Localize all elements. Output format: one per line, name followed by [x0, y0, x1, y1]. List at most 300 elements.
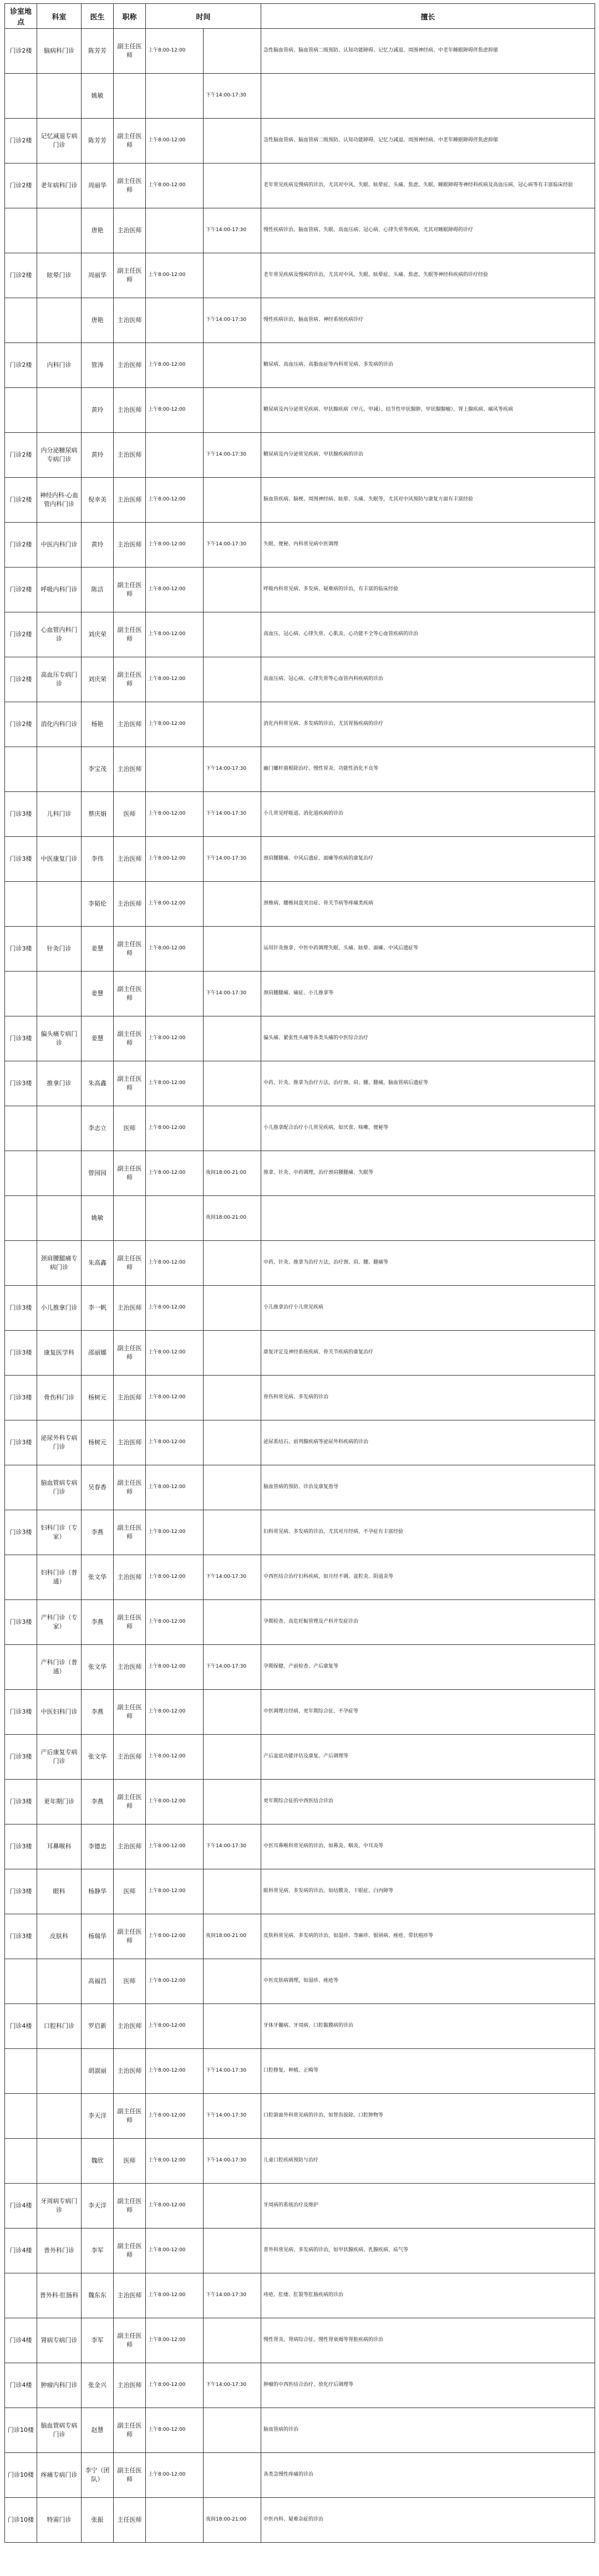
title-cell: 主治医师 — [114, 1376, 146, 1420]
table-row — [5, 2184, 595, 2229]
title-cell: 副主任医师 — [114, 568, 146, 612]
morning-time-cell: 上午8:00-12:00 — [146, 2408, 204, 2453]
morning-time-cell: 上午8:00-12:00 — [146, 2094, 204, 2139]
title-cell: 医师 — [114, 2139, 146, 2184]
title-cell: 副主任医师 — [114, 1151, 146, 1196]
title-cell: 主治医师 — [114, 2049, 146, 2094]
table-row — [5, 568, 595, 612]
morning-time-cell: 上午8:00-12:00 — [146, 1286, 204, 1331]
table-row — [5, 702, 595, 747]
department-cell: 普外科门诊 — [37, 2229, 82, 2273]
location-cell: 门诊10楼 — [5, 2453, 37, 2498]
department-cell: 牙周病专病门诊 — [37, 2184, 82, 2229]
morning-time-cell — [146, 433, 204, 478]
specialty-cell: 偏头痛、紧张性头痛等各类头痛的中医综合治疗 — [261, 1016, 595, 1061]
afternoon-time-cell — [204, 388, 261, 433]
table-row — [5, 298, 595, 343]
specialty-cell: 中药、针灸、推拿为治疗方法，治疗颈、肩、腰、腿痛，脑血管病后遗症等 — [261, 1061, 595, 1106]
afternoon-time-cell: 夜间18:00-21:00 — [204, 1196, 261, 1241]
table-row — [5, 1600, 595, 1645]
morning-time-cell: 上午8:00-12:00 — [146, 388, 204, 433]
location-cell: 门诊4楼 — [5, 2229, 37, 2273]
doctor-cell: 周丽华 — [82, 253, 114, 298]
afternoon-time-cell: 下午14:00-17:30 — [204, 74, 261, 119]
title-cell: 主治医师 — [114, 2273, 146, 2318]
location-cell — [5, 2049, 37, 2094]
doctor-cell: 朱高鑫 — [82, 1241, 114, 1286]
specialty-cell — [261, 1196, 595, 1241]
header-title: 职称 — [114, 4, 146, 29]
title-cell: 主治医师 — [114, 298, 146, 343]
afternoon-time-cell — [204, 2229, 261, 2273]
department-cell: 产后康复专病门诊 — [37, 1735, 82, 1780]
morning-time-cell — [146, 74, 204, 119]
afternoon-time-cell: 下午14:00-17:30 — [204, 298, 261, 343]
afternoon-time-cell — [204, 2004, 261, 2049]
specialty-cell: 痔疮、肛瘘、肛裂等肛肠疾病的诊治 — [261, 2273, 595, 2318]
department-cell: 产科门诊（专家） — [37, 1600, 82, 1645]
title-cell: 副主任医师 — [114, 1331, 146, 1376]
department-cell: 中医康复门诊 — [37, 837, 82, 882]
morning-time-cell: 上午8:00-12:00 — [146, 702, 204, 747]
title-cell: 副主任医师 — [114, 163, 146, 208]
morning-time-cell: 上午8:00-12:00 — [146, 1555, 204, 1600]
morning-time-cell: 上午8:00-12:00 — [146, 478, 204, 523]
specialty-cell: 糖尿病、高血压病、高脂血症等内科常见病、多发病的诊治 — [261, 343, 595, 388]
afternoon-time-cell: 下午14:00-17:30 — [204, 208, 261, 253]
header-specialty: 擅长 — [261, 4, 595, 29]
afternoon-time-cell — [204, 1510, 261, 1555]
location-cell: 门诊3楼 — [5, 1914, 37, 1959]
title-cell: 副主任医师 — [114, 1780, 146, 1824]
department-cell: 眼科 — [37, 1869, 82, 1914]
specialty-cell: 口腔颌面外科常见病的诊治，如智齿拔除、口腔肿物等 — [261, 2094, 595, 2139]
department-cell: 骨伤科门诊 — [37, 1376, 82, 1420]
specialty-cell: 孕期检查、高危妊娠管理及产科并发症诊治 — [261, 1600, 595, 1645]
afternoon-time-cell — [204, 1690, 261, 1735]
title-cell: 副主任医师 — [114, 29, 146, 74]
morning-time-cell: 上午8:00-12:00 — [146, 1510, 204, 1555]
table-row — [5, 792, 595, 837]
doctor-cell: 李军 — [82, 2318, 114, 2363]
specialty-cell: 产后盆底功能评估及康复、产后调理等 — [261, 1735, 595, 1780]
specialty-cell: 颈肩腰腿痛、痛症、小儿推拿等 — [261, 972, 595, 1016]
morning-time-cell — [146, 1196, 204, 1241]
table-row — [5, 747, 595, 792]
doctor-cell: 张振 — [82, 2498, 114, 2543]
specialty-cell: 慢性肾炎、肾病综合征、慢性肾衰竭等肾脏疾病的诊治 — [261, 2318, 595, 2363]
afternoon-time-cell — [204, 29, 261, 74]
afternoon-time-cell: 夜间18:00-21:00 — [204, 1914, 261, 1959]
doctor-cell: 姜慧 — [82, 972, 114, 1016]
doctor-cell: 杨树元 — [82, 1420, 114, 1465]
doctor-cell: 吴春香 — [82, 1465, 114, 1510]
specialty-cell: 小儿常见呼吸道、消化道疾病的诊治 — [261, 792, 595, 837]
table-row — [5, 433, 595, 478]
location-cell: 门诊2楼 — [5, 702, 37, 747]
specialty-cell: 慢性疾病诊治，脑血管病、失眠、高血压病、冠心病、心律失常等疾病，尤其对睡眠障碍的诊疗 — [261, 208, 595, 253]
specialty-cell: 牙周病的系统治疗及维护 — [261, 2184, 595, 2229]
table-row — [5, 1914, 595, 1959]
title-cell: 副主任医师 — [114, 1510, 146, 1555]
title-cell: 主治医师 — [114, 478, 146, 523]
morning-time-cell: 上午8:00-12:00 — [146, 882, 204, 927]
specialty-cell: 儿童口腔疾病预防与治疗 — [261, 2139, 595, 2184]
morning-time-cell: 上午8:00-12:00 — [146, 1241, 204, 1286]
afternoon-time-cell — [204, 1061, 261, 1106]
table-row — [5, 972, 595, 1016]
table-row — [5, 927, 595, 972]
specialty-cell: 幽门螺杆菌根除治疗、慢性胃炎、功能性消化不良等 — [261, 747, 595, 792]
location-cell — [5, 1555, 37, 1600]
location-cell — [5, 1151, 37, 1196]
department-cell: 耳鼻喉科 — [37, 1824, 82, 1869]
doctor-cell: 管涛 — [82, 343, 114, 388]
table-row — [5, 1645, 595, 1690]
doctor-cell: 刘庆荣 — [82, 612, 114, 657]
title-cell: 医师 — [114, 1869, 146, 1914]
title-cell: 主任医师 — [114, 2498, 146, 2543]
title-cell: 副主任医师 — [114, 2408, 146, 2453]
table-row — [5, 2408, 595, 2453]
morning-time-cell: 上午8:00-12:00 — [146, 568, 204, 612]
morning-time-cell: 上午8:00-12:00 — [146, 2184, 204, 2229]
specialty-cell: 小儿推拿治疗小儿常见疾病 — [261, 1286, 595, 1331]
morning-time-cell: 上午8:00-12:00 — [146, 1016, 204, 1061]
morning-time-cell: 上午8:00-12:00 — [146, 1465, 204, 1510]
specialty-cell: 中医调理月经病、更年期综合征、不孕症等 — [261, 1690, 595, 1735]
afternoon-time-cell: 下午14:00-17:30 — [204, 2139, 261, 2184]
title-cell: 医师 — [114, 792, 146, 837]
doctor-cell: 邵丽娜 — [82, 1331, 114, 1376]
title-cell: 副主任医师 — [114, 1465, 146, 1510]
location-cell — [5, 298, 37, 343]
location-cell: 门诊3楼 — [5, 792, 37, 837]
table-row — [5, 1780, 595, 1824]
clinic-schedule-table — [4, 3, 595, 2543]
department-cell: 特需门诊 — [37, 2498, 82, 2543]
specialty-cell: 推拿、针灸、中药调理，治疗颈肩腰腿痛、失眠等 — [261, 1151, 595, 1196]
table-row — [5, 2049, 595, 2094]
doctor-cell: 陈洁 — [82, 568, 114, 612]
department-cell — [37, 2139, 82, 2184]
department-cell: 消化内科门诊 — [37, 702, 82, 747]
afternoon-time-cell — [204, 2453, 261, 2498]
doctor-cell: 李伟 — [82, 837, 114, 882]
title-cell: 医师 — [114, 1959, 146, 2004]
department-cell: 高血压专病门诊 — [37, 657, 82, 702]
table-row — [5, 2229, 595, 2273]
table-row — [5, 1555, 595, 1600]
table-row — [5, 388, 595, 433]
morning-time-cell: 上午8:00-12:00 — [146, 523, 204, 568]
department-cell: 肾病专病门诊 — [37, 2318, 82, 2363]
table-row — [5, 1016, 595, 1061]
table-row — [5, 74, 595, 119]
afternoon-time-cell — [204, 163, 261, 208]
specialty-cell: 脑血管疾病、脑梗、周围神经病、眩晕、头痛、失眠等，尤其对中风预防与康复方面有丰富经验 — [261, 478, 595, 523]
table-row — [5, 208, 595, 253]
morning-time-cell: 上午8:00-12:00 — [146, 2139, 204, 2184]
doctor-cell: 张金兴 — [82, 2363, 114, 2408]
department-cell: 内科门诊 — [37, 343, 82, 388]
doctor-cell: 曾园园 — [82, 1151, 114, 1196]
afternoon-time-cell — [204, 612, 261, 657]
department-cell: 普外科·肛肠科 — [37, 2273, 82, 2318]
specialty-cell: 骨伤科常见病、多发病的诊治 — [261, 1376, 595, 1420]
doctor-cell: 倪幸美 — [82, 478, 114, 523]
table-row — [5, 253, 595, 298]
afternoon-time-cell — [204, 1869, 261, 1914]
title-cell — [114, 1196, 146, 1241]
morning-time-cell: 上午8:00-12:00 — [146, 1645, 204, 1690]
doctor-cell: 杨静华 — [82, 1869, 114, 1914]
specialty-cell: 中医皮肤病调理，如湿疹、痤疮等 — [261, 1959, 595, 2004]
table-row — [5, 1106, 595, 1151]
table-row — [5, 343, 595, 388]
header-time: 时间 — [146, 4, 261, 29]
table-row — [5, 1331, 595, 1376]
specialty-cell: 运用针灸推拿、中医中药调理失眠、头痛、眩晕、面瘫、中风后遗症等 — [261, 927, 595, 972]
morning-time-cell — [146, 2498, 204, 2543]
afternoon-time-cell: 下午14:00-17:30 — [204, 837, 261, 882]
location-cell: 门诊2楼 — [5, 657, 37, 702]
morning-time-cell: 上午8:00-12:00 — [146, 1420, 204, 1465]
department-cell: 内分泌糖尿病专病门诊 — [37, 433, 82, 478]
table-row — [5, 119, 595, 163]
title-cell: 主治医师 — [114, 882, 146, 927]
table-row — [5, 2094, 595, 2139]
table-row — [5, 478, 595, 523]
afternoon-time-cell: 下午14:00-17:30 — [204, 792, 261, 837]
location-cell — [5, 74, 37, 119]
specialty-cell: 皮肤科常见病、多发病的诊治，如湿疹、荨麻疹、银屑病、痤疮、带状疱疹等 — [261, 1914, 595, 1959]
morning-time-cell: 上午8:00-12:00 — [146, 1914, 204, 1959]
department-cell: 呼吸内科门诊 — [37, 568, 82, 612]
title-cell: 副主任医师 — [114, 2318, 146, 2363]
header-location: 诊室地点 — [5, 4, 37, 29]
table-row — [5, 882, 595, 927]
specialty-cell: 妇科常见病、多发病的诊治，尤其对月经病、不孕症有丰富经验 — [261, 1510, 595, 1555]
morning-time-cell: 上午8:00-12:00 — [146, 837, 204, 882]
specialty-cell: 老年常见疾病及慢病的诊治，尤其对中风、失眠、眩晕症、头痛、焦虑、失眠、睡眠障碍等神经科疾病及高血压病、冠心病等有丰富临床经验 — [261, 163, 595, 208]
schedule-rows — [5, 29, 595, 2543]
table-row — [5, 1196, 595, 1241]
department-cell — [37, 2049, 82, 2094]
department-cell — [37, 208, 82, 253]
specialty-cell: 颈椎病、腰椎间盘突出症、骨关节病等疼痛类疾病 — [261, 882, 595, 927]
department-cell — [37, 1959, 82, 2004]
table-row — [5, 523, 595, 568]
location-cell: 门诊2楼 — [5, 523, 37, 568]
afternoon-time-cell — [204, 1600, 261, 1645]
doctor-cell: 杨艳 — [82, 702, 114, 747]
morning-time-cell — [146, 298, 204, 343]
morning-time-cell: 上午8:00-12:00 — [146, 119, 204, 163]
doctor-cell: 李德忠 — [82, 1824, 114, 1869]
location-cell — [5, 1645, 37, 1690]
department-cell — [37, 972, 82, 1016]
location-cell — [5, 2273, 37, 2318]
specialty-cell: 康复评定及神经系统疾病、骨关节疾病的康复治疗 — [261, 1331, 595, 1376]
department-cell — [37, 1151, 82, 1196]
department-cell: 颈肩腰腿痛专病门诊 — [37, 1241, 82, 1286]
department-cell: 推拿门诊 — [37, 1061, 82, 1106]
doctor-cell: 李天洋 — [82, 2094, 114, 2139]
location-cell: 门诊3楼 — [5, 1600, 37, 1645]
table-row — [5, 1824, 595, 1869]
morning-time-cell: 上午8:00-12:00 — [146, 2004, 204, 2049]
doctor-cell: 李志立 — [82, 1106, 114, 1151]
doctor-cell: 魏欣 — [82, 2139, 114, 2184]
location-cell: 门诊10楼 — [5, 2408, 37, 2453]
title-cell: 副主任医师 — [114, 1241, 146, 1286]
morning-time-cell: 上午8:00-12:00 — [146, 343, 204, 388]
morning-time-cell: 上午8:00-12:00 — [146, 2273, 204, 2318]
table-row — [5, 1510, 595, 1555]
doctor-cell: 蔡庆娟 — [82, 792, 114, 837]
location-cell: 门诊3楼 — [5, 1061, 37, 1106]
morning-time-cell: 上午8:00-12:00 — [146, 927, 204, 972]
department-cell — [37, 2094, 82, 2139]
afternoon-time-cell: 夜间18:00-21:00 — [204, 1151, 261, 1196]
table-row — [5, 2318, 595, 2363]
department-cell — [37, 298, 82, 343]
department-cell: 偏头痛专病门诊 — [37, 1016, 82, 1061]
specialty-cell: 中医内科、疑难杂症的诊治 — [261, 2498, 595, 2543]
department-cell: 眩晕门诊 — [37, 253, 82, 298]
location-cell — [5, 1196, 37, 1241]
department-cell: 老年病科门诊 — [37, 163, 82, 208]
doctor-cell: 李宝茂 — [82, 747, 114, 792]
specialty-cell: 脑血管病的诊治 — [261, 2408, 595, 2453]
title-cell: 主治医师 — [114, 523, 146, 568]
morning-time-cell: 上午8:00-12:00 — [146, 1959, 204, 2004]
afternoon-time-cell — [204, 1959, 261, 2004]
location-cell: 门诊3楼 — [5, 1420, 37, 1465]
department-cell: 妇科门诊（普通） — [37, 1555, 82, 1600]
doctor-cell: 张文华 — [82, 1735, 114, 1780]
afternoon-time-cell — [204, 568, 261, 612]
doctor-cell: 姚敏 — [82, 74, 114, 119]
doctor-cell: 张文华 — [82, 1645, 114, 1690]
location-cell: 门诊3楼 — [5, 1735, 37, 1780]
doctor-cell: 李一帆 — [82, 1286, 114, 1331]
afternoon-time-cell: 下午14:00-17:30 — [204, 1824, 261, 1869]
morning-time-cell: 上午8:00-12:00 — [146, 1061, 204, 1106]
department-cell: 脑血管病专病门诊 — [37, 2408, 82, 2453]
department-cell: 中医内科门诊 — [37, 523, 82, 568]
location-cell: 门诊2楼 — [5, 343, 37, 388]
doctor-cell: 陈芳芳 — [82, 29, 114, 74]
table-row — [5, 2004, 595, 2049]
table-row — [5, 2363, 595, 2408]
morning-time-cell: 上午8:00-12:00 — [146, 1824, 204, 1869]
department-cell: 口腔科门诊 — [37, 2004, 82, 2049]
title-cell: 主治医师 — [114, 747, 146, 792]
table-row — [5, 29, 595, 74]
specialty-cell: 高血压、冠心病、心律失常、心肌炎、心功能不全等心血管疾病的诊治 — [261, 612, 595, 657]
afternoon-time-cell — [204, 119, 261, 163]
department-cell: 更年期门诊 — [37, 1780, 82, 1824]
title-cell: 主治医师 — [114, 1420, 146, 1465]
specialty-cell: 普外科常见病、多发病的诊治，如甲状腺疾病、乳腺疾病、疝气等 — [261, 2229, 595, 2273]
afternoon-time-cell — [204, 1465, 261, 1510]
table-row — [5, 1465, 595, 1510]
doctor-cell: 李军 — [82, 2229, 114, 2273]
morning-time-cell: 上午8:00-12:00 — [146, 2049, 204, 2094]
location-cell: 门诊3楼 — [5, 1510, 37, 1555]
header-row — [5, 4, 595, 29]
morning-time-cell: 上午8:00-12:00 — [146, 1376, 204, 1420]
title-cell: 主治医师 — [114, 1645, 146, 1690]
afternoon-time-cell — [204, 253, 261, 298]
location-cell: 门诊3楼 — [5, 1331, 37, 1376]
doctor-cell: 李宁（团队） — [82, 2453, 114, 2498]
table-row — [5, 1151, 595, 1196]
afternoon-time-cell — [204, 2408, 261, 2453]
afternoon-time-cell — [204, 1241, 261, 1286]
afternoon-time-cell: 下午14:00-17:30 — [204, 2049, 261, 2094]
title-cell: 主治医师 — [114, 1824, 146, 1869]
department-cell — [37, 388, 82, 433]
morning-time-cell: 上午8:00-12:00 — [146, 657, 204, 702]
location-cell: 门诊3楼 — [5, 837, 37, 882]
title-cell: 主治医师 — [114, 343, 146, 388]
specialty-cell: 牙体牙髓病、牙周病、口腔黏膜病的诊治 — [261, 2004, 595, 2049]
location-cell: 门诊3楼 — [5, 1824, 37, 1869]
doctor-cell: 魏东东 — [82, 2273, 114, 2318]
location-cell: 门诊4楼 — [5, 2363, 37, 2408]
department-cell: 神经内科·心血管内科门诊 — [37, 478, 82, 523]
specialty-cell: 肿瘤的中西医结合治疗、放化疗后调理等 — [261, 2363, 595, 2408]
department-cell: 疼痛专病门诊 — [37, 2453, 82, 2498]
location-cell: 门诊2楼 — [5, 612, 37, 657]
table-row — [5, 1286, 595, 1331]
department-cell: 肿瘤内科门诊 — [37, 2363, 82, 2408]
location-cell — [5, 2094, 37, 2139]
location-cell — [5, 208, 37, 253]
department-cell: 泌尿外科专病门诊 — [37, 1420, 82, 1465]
doctor-cell: 张文华 — [82, 1555, 114, 1600]
afternoon-time-cell — [204, 882, 261, 927]
doctor-cell: 李天洋 — [82, 2184, 114, 2229]
department-cell — [37, 1106, 82, 1151]
title-cell: 副主任医师 — [114, 657, 146, 702]
title-cell: 副主任医师 — [114, 119, 146, 163]
doctor-cell: 朱高鑫 — [82, 1061, 114, 1106]
afternoon-time-cell — [204, 1780, 261, 1824]
title-cell: 副主任医师 — [114, 612, 146, 657]
title-cell: 副主任医师 — [114, 253, 146, 298]
morning-time-cell: 上午8:00-12:00 — [146, 1869, 204, 1914]
department-cell — [37, 1196, 82, 1241]
specialty-cell: 脑血管病的预防、诊治及康复指导 — [261, 1465, 595, 1510]
table-row — [5, 612, 595, 657]
specialty-cell: 颈肩腰腿痛、中风后遗症、面瘫等疾病的康复治疗 — [261, 837, 595, 882]
title-cell: 副主任医师 — [114, 2229, 146, 2273]
afternoon-time-cell: 下午14:00-17:30 — [204, 1645, 261, 1690]
title-cell: 医师 — [114, 1106, 146, 1151]
specialty-cell: 糖尿病及内分泌常见疾病、甲状腺疾病的诊治 — [261, 433, 595, 478]
morning-time-cell: 上午8:00-12:00 — [146, 163, 204, 208]
location-cell: 门诊3楼 — [5, 1869, 37, 1914]
location-cell: 门诊2楼 — [5, 119, 37, 163]
department-cell: 妇科门诊（专家） — [37, 1510, 82, 1555]
location-cell — [5, 388, 37, 433]
doctor-cell: 赵慧 — [82, 2408, 114, 2453]
location-cell — [5, 2139, 37, 2184]
